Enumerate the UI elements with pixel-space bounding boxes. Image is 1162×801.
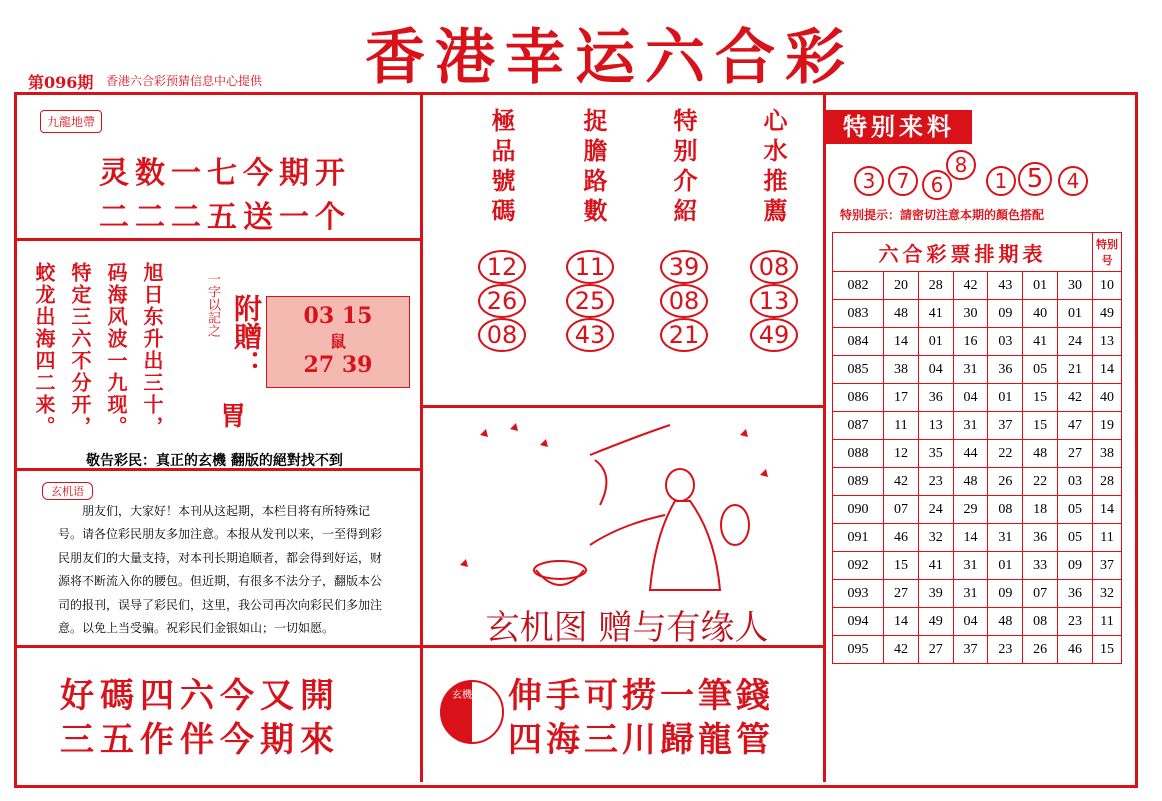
schedule-body	[833, 272, 1122, 664]
number-cell: 30	[1058, 272, 1093, 300]
gift-box-zodiac: 鼠	[329, 332, 346, 351]
number-cell: 42	[884, 636, 919, 664]
table-row	[833, 552, 1122, 580]
number-cell: 41	[918, 552, 953, 580]
logo-text: 玄機	[452, 690, 472, 701]
col-head-3: 特别介紹	[669, 108, 698, 228]
issue-cell: 095	[833, 636, 884, 664]
gift-box-top: 03 15	[303, 303, 373, 329]
issue-cell: 093	[833, 580, 884, 608]
number-cell: 47	[1058, 412, 1093, 440]
number-cell: 36	[918, 384, 953, 412]
table-row	[833, 272, 1122, 300]
number-circle: 43	[566, 318, 614, 352]
number-cell: 48	[988, 608, 1023, 636]
number-cell: 31	[953, 552, 988, 580]
butterfly-icon	[760, 469, 768, 477]
issue-cell: 085	[833, 356, 884, 384]
number-cell: 11	[1093, 524, 1122, 552]
number-cell: 15	[1023, 384, 1058, 412]
gift-small-text: 一字以記之	[205, 272, 220, 337]
gift-box	[266, 296, 410, 388]
butterfly-icon	[480, 429, 488, 437]
number-cell: 26	[988, 468, 1023, 496]
special-number: 3	[854, 166, 884, 196]
number-circle: 11	[566, 250, 614, 284]
number-cell: 19	[1093, 412, 1122, 440]
number-cell: 35	[918, 440, 953, 468]
number-cell: 24	[1058, 328, 1093, 356]
divider-h3	[16, 645, 420, 648]
number-circle: 21	[660, 318, 708, 352]
number-cell: 29	[953, 496, 988, 524]
number-cell: 16	[953, 328, 988, 356]
number-cell: 08	[988, 496, 1023, 524]
butterfly-icon	[510, 423, 518, 431]
number-cell: 09	[988, 300, 1023, 328]
divider-h1	[16, 238, 420, 241]
table-row	[833, 384, 1122, 412]
number-cell: 08	[1023, 608, 1058, 636]
number-cell: 27	[884, 580, 919, 608]
number-circle: 49	[750, 318, 798, 352]
col-head-1: 極品號碼	[487, 108, 516, 228]
figure-arm	[590, 515, 665, 545]
region-tag: 九龍地帶	[40, 110, 102, 133]
poem-column-1: 旭日东升出三十，	[140, 262, 164, 438]
number-cell: 31	[988, 524, 1023, 552]
number-cell: 28	[1093, 468, 1122, 496]
number-cell: 01	[918, 328, 953, 356]
number-circle: 08	[750, 250, 798, 284]
divider-right	[823, 94, 826, 782]
number-cell: 15	[1023, 412, 1058, 440]
number-cell: 05	[1023, 356, 1058, 384]
number-cell: 22	[1023, 468, 1058, 496]
number-cell: 49	[918, 608, 953, 636]
number-cell: 24	[918, 496, 953, 524]
number-cell: 43	[988, 272, 1023, 300]
number-circle: 25	[566, 284, 614, 318]
main-title: 香港幸运六合彩	[365, 23, 855, 93]
special-number: 5	[1018, 162, 1052, 196]
number-cell: 37	[988, 412, 1023, 440]
issue-cell: 089	[833, 468, 884, 496]
number-cell: 14	[884, 608, 919, 636]
number-circle: 13	[750, 284, 798, 318]
poem-column-4: 蛟龙出海四二来。	[32, 262, 56, 438]
number-cell: 37	[1093, 552, 1122, 580]
issue-cell: 094	[833, 608, 884, 636]
table-row	[833, 524, 1122, 552]
number-circle: 08	[478, 318, 526, 352]
number-cell: 32	[918, 524, 953, 552]
number-cell: 04	[953, 608, 988, 636]
issue-cell: 087	[833, 412, 884, 440]
number-cell: 11	[1093, 608, 1122, 636]
number-cell: 01	[1023, 272, 1058, 300]
issue-cell: 082	[833, 272, 884, 300]
special-title: 特别来料	[826, 110, 972, 144]
number-cell: 09	[1058, 552, 1093, 580]
number-cell: 23	[918, 468, 953, 496]
number-cell: 10	[1093, 272, 1122, 300]
table-row	[833, 496, 1122, 524]
special-number: 4	[1058, 166, 1088, 196]
number-cell: 28	[918, 272, 953, 300]
number-cell: 40	[1093, 384, 1122, 412]
illustration-caption: 玄机图 赠与有缘人	[485, 608, 769, 648]
poem-column-3: 特定三六不分开，	[68, 262, 92, 438]
number-cell: 40	[1023, 300, 1058, 328]
table-row	[833, 412, 1122, 440]
number-cell: 31	[953, 412, 988, 440]
number-cell: 23	[988, 636, 1023, 664]
number-cell: 21	[1058, 356, 1093, 384]
col-head-4: 心水推薦	[759, 108, 788, 228]
number-circle: 12	[478, 250, 526, 284]
notice-text: 朋友们，大家好！本刊从这起期，本栏目将有所特殊记号。请各位彩民朋友多加注意。本报从发刊以来，一至得到彩民朋友们的大量支持，对本刊长期追顺者，都会得到好运，财源将不断流入你的腰包。但近期，有很多不法分子，翻版本公司的报刊，误导了彩民们，这里，我公司再次向彩民们多加注意。以免上当受骗。祝彩民们金银如山；一切如愿。	[58, 504, 383, 635]
poem-column-2: 码海风波一九现。	[104, 262, 128, 438]
number-cell: 39	[918, 580, 953, 608]
table-row	[833, 580, 1122, 608]
issue-cell: 083	[833, 300, 884, 328]
gift-label: 附贈：	[230, 294, 263, 378]
number-cell: 27	[1058, 440, 1093, 468]
issue-cell: 088	[833, 440, 884, 468]
number-cell: 30	[953, 300, 988, 328]
number-cell: 48	[884, 300, 919, 328]
number-cell: 49	[1093, 300, 1122, 328]
number-cell: 20	[884, 272, 919, 300]
number-cell: 04	[918, 356, 953, 384]
figure-head	[666, 469, 694, 501]
number-cell: 42	[884, 468, 919, 496]
figure-robe	[650, 501, 720, 590]
issue-number: 第096期	[28, 73, 94, 92]
gift-box-bottom: 27 39	[303, 352, 373, 378]
warning-text: 敬告彩民：真正的玄機 翻版的絕對找不到	[86, 453, 343, 469]
taiji-icon	[440, 680, 504, 744]
number-cell: 11	[884, 412, 919, 440]
number-cell: 17	[884, 384, 919, 412]
divider-h4	[423, 405, 823, 408]
divider-left	[420, 94, 423, 782]
gift-char: 胃	[220, 402, 247, 432]
back-basket	[721, 505, 749, 545]
number-cell: 31	[953, 580, 988, 608]
number-cell: 01	[1058, 300, 1093, 328]
butterfly-icon	[740, 429, 748, 437]
number-cell: 22	[988, 440, 1023, 468]
number-circle: 26	[478, 284, 526, 318]
table-row	[833, 356, 1122, 384]
number-cell: 13	[1093, 328, 1122, 356]
issue-cell: 092	[833, 552, 884, 580]
number-cell: 38	[1093, 440, 1122, 468]
number-circle: 08	[660, 284, 708, 318]
number-circle: 39	[660, 250, 708, 284]
butterfly-icon	[460, 559, 468, 567]
number-cell: 03	[988, 328, 1023, 356]
number-cell: 03	[1058, 468, 1093, 496]
butterfly-icon	[540, 439, 548, 447]
notice-tag: 玄机语	[42, 482, 93, 500]
provider-text: 香港六合彩预猜信息中心提供	[106, 74, 263, 88]
number-cell: 42	[1058, 384, 1093, 412]
lucky-line-2: 二二二五送一个	[99, 200, 351, 235]
table-row	[833, 468, 1122, 496]
footer-left-line-2: 三五作伴今期來	[60, 720, 340, 760]
number-cell: 41	[918, 300, 953, 328]
number-cell: 04	[953, 384, 988, 412]
schedule-title: 六合彩票排期表	[833, 233, 1093, 272]
branch	[590, 425, 670, 455]
number-cell: 48	[1023, 440, 1058, 468]
lucky-line-1: 灵数一七今期开	[99, 156, 351, 191]
number-cell: 23	[1058, 608, 1093, 636]
special-number: 7	[888, 166, 918, 196]
number-cell: 15	[884, 552, 919, 580]
number-cell: 14	[884, 328, 919, 356]
number-cell: 14	[953, 524, 988, 552]
number-cell: 38	[884, 356, 919, 384]
number-cell: 46	[1058, 636, 1093, 664]
number-cell: 07	[1023, 580, 1058, 608]
number-cell: 44	[953, 440, 988, 468]
number-cell: 01	[988, 384, 1023, 412]
number-cell: 09	[988, 580, 1023, 608]
special-number: 6	[922, 170, 952, 200]
number-cell: 31	[953, 356, 988, 384]
number-cell: 15	[1093, 636, 1122, 664]
number-cell: 46	[884, 524, 919, 552]
number-cell: 18	[1023, 496, 1058, 524]
issue-cell: 084	[833, 328, 884, 356]
footer-left-line-1: 好碼四六今又開	[60, 676, 340, 716]
number-cell: 05	[1058, 524, 1093, 552]
illustration	[440, 415, 810, 600]
issue-cell: 086	[833, 384, 884, 412]
number-cell: 37	[953, 636, 988, 664]
table-row	[833, 440, 1122, 468]
table-row	[833, 636, 1122, 664]
number-cell: 05	[1058, 496, 1093, 524]
number-cell: 33	[1023, 552, 1058, 580]
number-cell: 12	[884, 440, 919, 468]
schedule-special-header: 特别号	[1093, 233, 1122, 272]
number-cell: 27	[918, 636, 953, 664]
number-cell: 32	[1093, 580, 1122, 608]
footer-right-line-2: 四海三川歸龍管	[508, 720, 774, 760]
number-cell: 42	[953, 272, 988, 300]
issue-cell: 091	[833, 524, 884, 552]
branch	[595, 460, 606, 505]
schedule-table	[832, 232, 1122, 664]
number-cell: 07	[884, 496, 919, 524]
special-number: 1	[986, 166, 1016, 196]
number-cell: 36	[988, 356, 1023, 384]
number-cell: 48	[953, 468, 988, 496]
footer-right-line-1: 伸手可捞一筆錢	[508, 676, 774, 716]
number-cell: 01	[988, 552, 1023, 580]
number-cell: 26	[1023, 636, 1058, 664]
number-cell: 41	[1023, 328, 1058, 356]
number-cell: 13	[918, 412, 953, 440]
special-hint: 特别提示：請密切注意本期的顏色搭配	[840, 208, 1045, 222]
issue-cell: 090	[833, 496, 884, 524]
table-row	[833, 328, 1122, 356]
number-cell: 36	[1023, 524, 1058, 552]
number-cell: 14	[1093, 356, 1122, 384]
number-cell: 14	[1093, 496, 1122, 524]
table-row	[833, 608, 1122, 636]
table-row	[833, 300, 1122, 328]
col-head-2: 捉膽路數	[579, 108, 608, 228]
basket	[536, 570, 584, 585]
special-number: 8	[946, 150, 976, 180]
number-cell: 36	[1058, 580, 1093, 608]
